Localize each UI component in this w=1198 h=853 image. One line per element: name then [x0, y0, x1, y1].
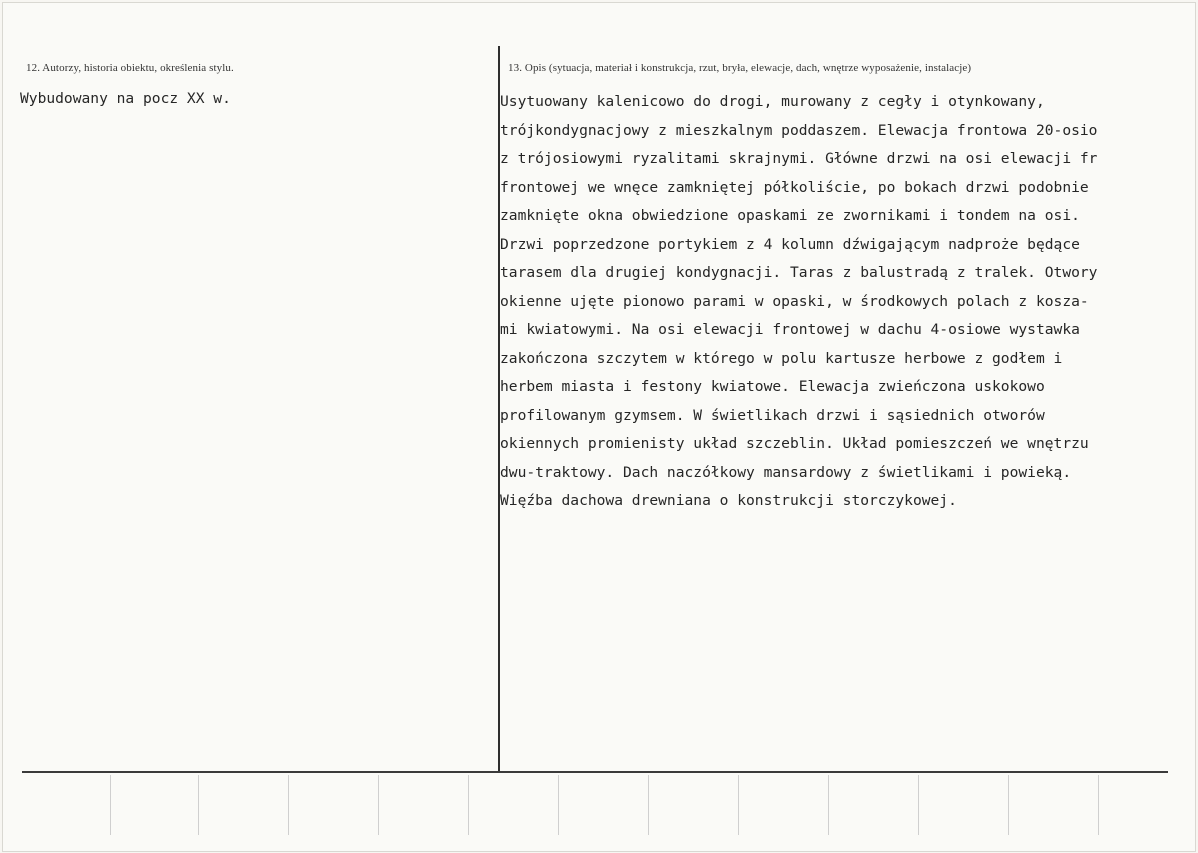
- grid-tick: [110, 775, 111, 835]
- grid-tick: [738, 775, 739, 835]
- text-line: z trójosiowymi ryzalitami skrajnymi. Główne drzwi na osi elewacji fr: [500, 150, 1098, 167]
- text-line: mi kwiatowymi. Na osi elewacji frontowej w dachu 4-osiowe wystawka: [500, 321, 1080, 338]
- grid-tick: [468, 775, 469, 835]
- bottom-grid-ticks: [22, 775, 1172, 835]
- grid-tick: [558, 775, 559, 835]
- grid-tick: [288, 775, 289, 835]
- grid-tick: [198, 775, 199, 835]
- text-line: Więźba dachowa drewniana o konstrukcji storczykowej.: [500, 492, 957, 509]
- text-line: zamknięte okna obwiedzione opaskami ze zwornikami i tondem na osi.: [500, 207, 1080, 224]
- text-line: Drzwi poprzedzone portykiem z 4 kolumn dźwigającym nadproże będące: [500, 235, 1080, 253]
- section-12-text: Wybudowany na pocz XX w.: [20, 90, 231, 107]
- section-13-header: 13. Opis (sytuacja, materiał i konstrukcja, rzut, bryła, elewacje, dach, wnętrze wyposażenie, instalacje): [508, 62, 972, 74]
- grid-tick: [828, 775, 829, 835]
- text-line: profilowanym gzymsem. W świetlikach drzwi i sąsiednich otworów: [500, 406, 1045, 424]
- bottom-rule: [22, 771, 1168, 773]
- text-line: herbem miasta i festony kwiatowe. Elewacja zwieńczona uskokowo: [500, 378, 1045, 395]
- grid-tick: [1098, 775, 1099, 835]
- text-line: tarasem dla drugiej kondygnacji. Taras z balustradą z tralek. Otwory: [500, 264, 1098, 281]
- grid-tick: [1008, 775, 1009, 835]
- text-line: okienne ujęte pionowo parami w opaski, w środkowych polach z kosza-: [500, 292, 1089, 310]
- text-line: okiennych promienisty układ szczeblin. Układ pomieszczeń we wnętrzu: [500, 435, 1089, 452]
- section-12-header: 12. Autorzy, historia obiektu, określenia stylu.: [26, 62, 234, 74]
- text-line: Usytuowany kalenicowo do drogi, murowany z cegły i otynkowany,: [500, 93, 1045, 110]
- grid-tick: [918, 775, 919, 835]
- text-line: trójkondygnacjowy z mieszkalnym poddaszem. Elewacja frontowa 20-osio: [500, 121, 1098, 139]
- column-divider: [498, 46, 500, 771]
- text-line: frontowej we wnęce zamkniętej półkoliście, po bokach drzwi podobnie: [500, 178, 1089, 196]
- text-line: zakończona szczytem w którego w polu kartusze herbowe z godłem i: [500, 349, 1063, 367]
- grid-tick: [378, 775, 379, 835]
- text-line: dwu-traktowy. Dach naczółkowy mansardowy z świetlikami i powieką.: [500, 463, 1072, 481]
- section-13-text: [500, 88, 1190, 516]
- grid-tick: [648, 775, 649, 835]
